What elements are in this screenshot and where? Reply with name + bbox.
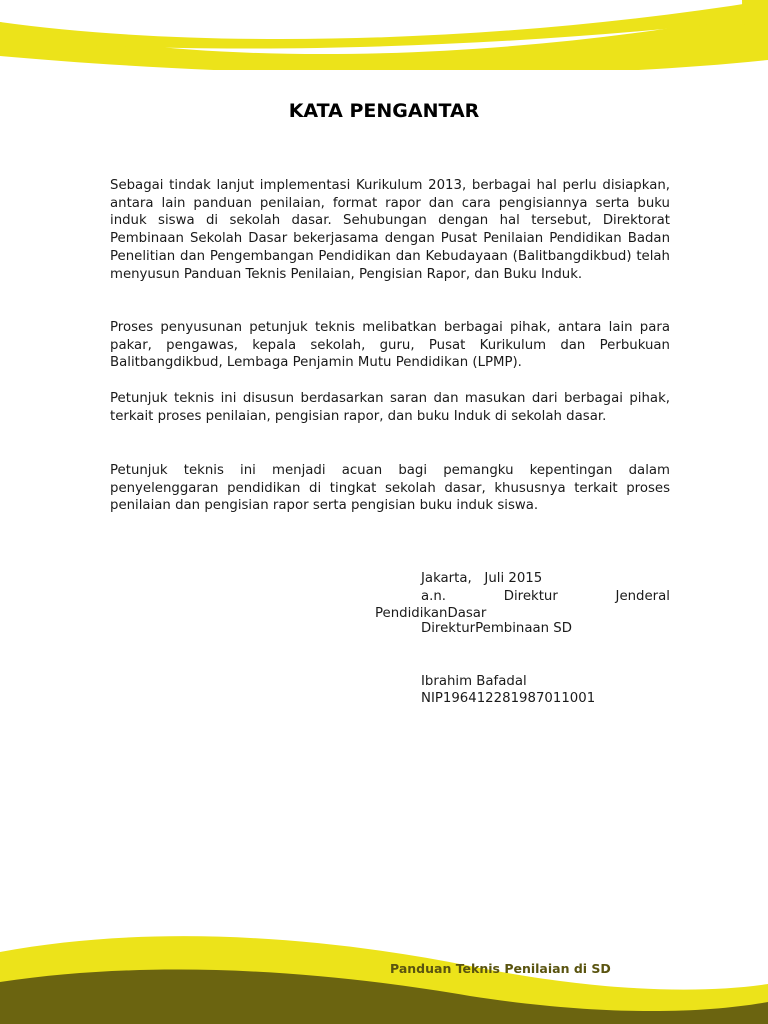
signature-name: Ibrahim Bafadal xyxy=(421,674,527,689)
signature-nip: NIP196412281987011001 xyxy=(421,691,596,706)
signature-on-behalf: a.n. Direktur Jenderal xyxy=(421,589,670,604)
paragraph-1: Sebagai tindak lanjut implementasi Kurikulum 2013, berbagai hal perlu disiapkan, antara lain panduan penilaian, format rapor dan cara pengisiannya serta buku induk siswa di sekolah dasar. Sehubungan dengan hal tersebut, Direktorat Pembinaan Sekolah Dasar bekerjasama dengan Pusat Penilaian Pendidikan Badan Penelitian dan Pengembangan Pendidikan dan Kebudayaan (Balitbangdikbud) telah menyusun Panduan Teknis Penilaian, Pengisian Rapor, dan Buku Induk. xyxy=(110,178,670,282)
paragraph-2: Proses penyusunan petunjuk teknis melibatkan berbagai pihak, antara lain para pakar, pengawas, kepala sekolah, guru, Pusat Kurikulum dan Perbukuan Balitbangdikbud, Lembaga Penjamin Mutu Pendidikan (LPMP). xyxy=(110,320,670,371)
signature-on-behalf-continued: PendidikanDasar xyxy=(375,606,487,621)
signature-position: DirekturPembinaan SD xyxy=(421,621,572,636)
signature-place-date: Jakarta, Juli 2015 xyxy=(421,571,543,586)
footer-title: Panduan Teknis Penilaian di SD xyxy=(390,961,611,976)
paragraph-3: Petunjuk teknis ini disusun berdasarkan saran dan masukan dari berbagai pihak, terkait proses penilaian, pengisian rapor, dan buku Induk di sekolah dasar. xyxy=(110,391,670,424)
bottom-decoration-wave xyxy=(0,914,768,1024)
paragraph-4: Petunjuk teknis ini menjadi acuan bagi pemangku kepentingan dalam penyelenggaran pendidikan di tingkat sekolah dasar, khususnya terkait proses penilaian dan pengisian rapor serta pengisian buku induk siswa. xyxy=(110,463,670,514)
page-title: KATA PENGANTAR xyxy=(288,100,480,122)
top-decoration-wave xyxy=(0,0,768,70)
